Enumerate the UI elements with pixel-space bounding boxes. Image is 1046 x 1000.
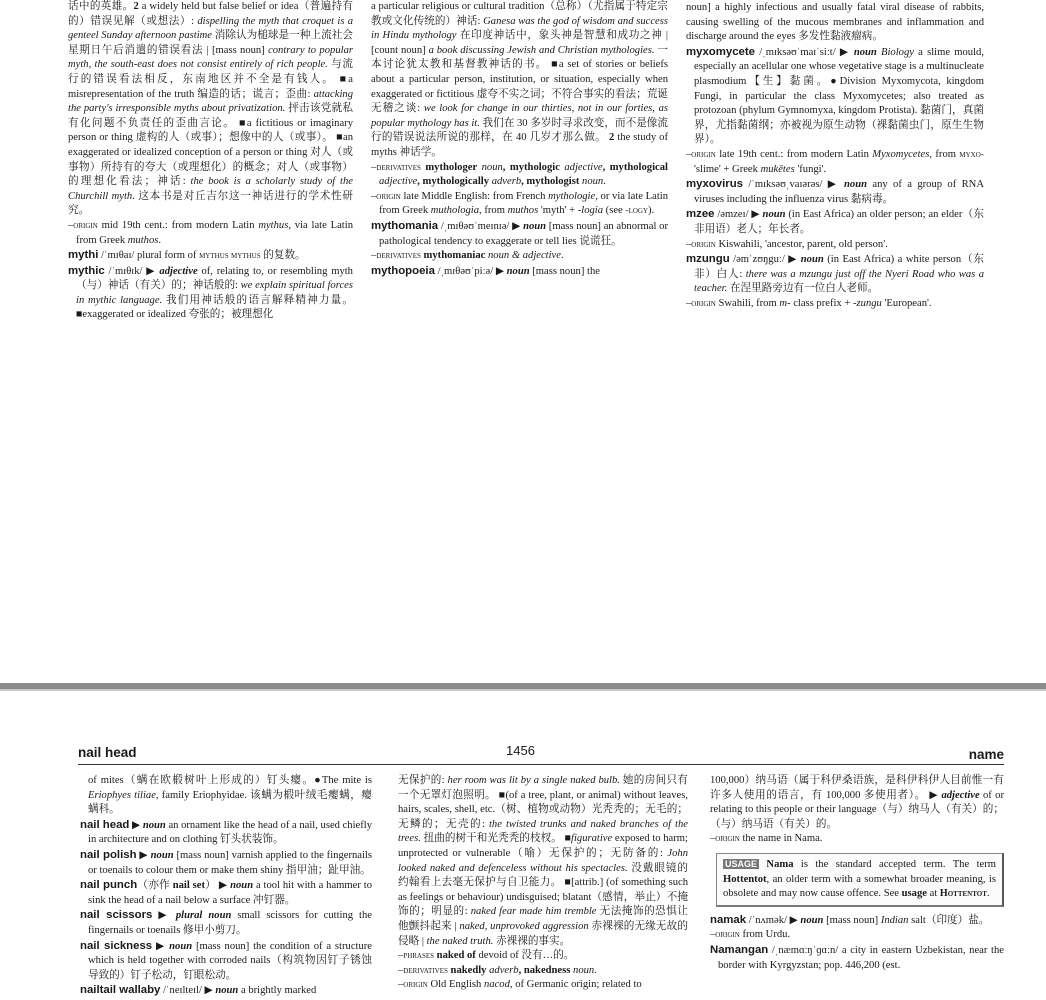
text: [mass noun] <box>823 914 881 926</box>
part-of-speech: ▶ noun <box>136 849 174 861</box>
origin-label: origin <box>715 929 740 941</box>
part-of-speech: ▶ adjective <box>146 265 198 277</box>
headword: mythi <box>68 249 99 262</box>
text: . <box>603 176 606 188</box>
term: Hottentot <box>723 873 767 885</box>
header-rule <box>78 764 1004 765</box>
text: /əmˈzʊŋguː/ <box>729 254 789 266</box>
entry-myxomycete <box>686 45 984 148</box>
text: 消除认为槌球是一种上流社会星期日午后消遣的错误看法 | [mass noun] <box>68 30 353 56</box>
part-of-speech: ▶ noun <box>129 819 166 831</box>
example: dispelling the myth that croquet is a genteel Sunday afternoon pastime <box>68 15 353 42</box>
upper-column-1 <box>68 0 353 323</box>
example: John looked naked and defenceless without his spectacles. <box>398 847 688 874</box>
text: Old English <box>427 979 485 991</box>
upper-column-3 <box>686 0 984 311</box>
entry-myxovirus <box>686 177 984 207</box>
headword: mythomania <box>371 219 439 232</box>
text: 没戴眼镜的约翰看上去毫无保护与自卫能力。 <box>398 862 688 889</box>
part-of-speech: ▶ noun <box>789 914 824 926</box>
text: noun] a highly infectious and usually fatal viral disease of rabbits, causing swelling of the mucous membranes and inflammation and discharge around the eyes 多发性黏液瘤病。 <box>686 2 984 43</box>
text: . <box>986 888 990 900</box>
entry-myxomatosis-continued <box>686 1 984 45</box>
text: a widely held but false belief or idea（普遍持有的）错误见解（或想法）: <box>68 1 353 27</box>
text: class prefix + <box>790 297 854 309</box>
text: 在印度神话中，象头神是智慧和成功之神 | [count noun] <box>371 30 668 56</box>
text: any of a group of RNA viruses including the influenza virus 黏病毒。 <box>694 179 984 205</box>
text: an ornament like the head of a nail, used chiefly in architecture and on clothing 钉头状装饰。 <box>88 819 373 846</box>
upper-column-2 <box>371 0 668 279</box>
part-of-speech: ▶ noun <box>839 46 877 58</box>
text: /ˌmɪθəʊˈpiːə/ <box>434 265 496 277</box>
origin-label: origin <box>691 148 716 160</box>
taxon: Eriophyes tiliae <box>88 789 156 801</box>
derivative: mythologer <box>420 161 478 173</box>
text: 这本书是对丘吉尔这一神话进行的学术性研究。 <box>68 190 353 217</box>
usage-note-box <box>716 853 1004 907</box>
text: a tool hit with a hammer to sink the head of a nail below a surface 冲钉器。 <box>88 880 372 906</box>
text: (in East Africa) an older person; an elder（东非用语）老人；年长者。 <box>694 209 984 235</box>
etymon: -zungu <box>853 297 882 309</box>
origin-line: –origin Kiswahili, 'ancestor, parent, old person'. <box>686 238 888 250</box>
text: salt（印度）盐。 <box>908 914 990 926</box>
text: /ˈnʌmək/ <box>746 914 790 926</box>
text: devoid of 没有…的。 <box>475 950 575 962</box>
text: 扭曲的树干和光秃秃的枝杈。 <box>420 833 562 845</box>
text: late Middle English: from French <box>400 190 549 202</box>
text: the study of myths 神话学。 <box>371 132 669 158</box>
origin-line: –origin late Middle English: from French mythologie, or via late Latin from Greek muthologia, from muthos 'myth' + -logia (see -logy). <box>371 190 669 217</box>
sense-number: 2 <box>606 132 615 144</box>
entry-nail-gall-continued <box>80 774 372 818</box>
text: 与流行的错误看法相反，东南地区并不全是有钱人。 <box>68 59 353 85</box>
part-of-speech: ▶ noun <box>827 179 868 191</box>
cross-ref: -logy <box>625 205 649 217</box>
etymon: muthos <box>507 205 539 217</box>
text: /əmzeɪ/ <box>714 209 752 221</box>
pos: adjective <box>559 161 603 173</box>
example: the naked truth. <box>426 935 494 947</box>
derivative: , nakedness <box>518 964 571 976</box>
text: mid 19th cent.: from modern Latin <box>97 219 259 231</box>
text: /ˌmɪksəʊˈmaɪˈsiːt/ <box>755 46 840 58</box>
origin-label: origin <box>376 190 401 202</box>
entry-nama-continued <box>710 774 1004 832</box>
part-of-speech: ▶ noun <box>152 940 193 952</box>
text: ). <box>648 205 655 217</box>
text: , family Eriophyidae. 该螨为椴叶绒毛瘿螨，瘿螨科。 <box>88 789 372 816</box>
text: small scissors for cutting the fingernails or toenails 修甲小剪刀。 <box>88 910 372 936</box>
part-of-speech: ▶ noun <box>495 265 530 277</box>
headword: myxomycete <box>686 45 756 58</box>
text: 在涅里路旁边有一位白人老师。 <box>727 283 879 295</box>
text: /ˈmɪksəʊˌvaɪərəs/ <box>742 179 828 191</box>
part-of-speech: ▶ noun <box>216 880 254 892</box>
text: 我们用神话般的语言解释精神力量。 <box>162 294 353 306</box>
text: , of Germanic origin; related to <box>509 979 642 991</box>
pos: noun <box>570 964 595 976</box>
entry-mzee <box>686 207 984 237</box>
etymon: mythologie <box>548 190 596 202</box>
origin-line: –origin Swahili, from m- class prefix + -zungu 'European'. <box>686 297 932 309</box>
entry-namak <box>710 913 1004 929</box>
entry-mythi <box>68 248 353 264</box>
lower-column-1 <box>80 774 372 999</box>
text: a slime mould, especially an acellular one whose vegetative stage is a multinucleate plasmodium【生】黏菌。●Division Myxomycota, kingdom Fungi, in particular the class Myxomycetes; also treated as protozoan (phylum Gymnomyxa, kingdom Protista). 黏菌门，真菌界，尤指黏菌纲；亦被视为原生动物（裸黏菌虫门，原生生物界）。 <box>694 46 984 146</box>
example: contrary to popular myth, the south-east does not consist entirely of rich people. <box>68 44 353 71</box>
text: (see <box>603 205 626 217</box>
derivatives-line: –derivatives nakedly adverb, nakedness noun. <box>398 964 597 976</box>
etymon: mythus <box>258 219 289 231</box>
origin-line: –origin from Urdu. <box>710 929 791 941</box>
origin-label: origin <box>715 833 740 845</box>
text: late 19th cent.: from modern Latin <box>715 148 873 160</box>
page-divider-shadow <box>0 689 1046 691</box>
text: 'European'. <box>881 297 932 309</box>
text: ■an exaggerated or idealized conception of a person or thing 对人（或事物）所持有的夸大（或理想化）的概念；对人（或事物）的理想化看法；神话: <box>68 132 353 188</box>
text: the name in Nama. <box>739 833 823 845</box>
etymon: m- <box>779 297 791 309</box>
text: 100,000）纳马语（属于科伊桑语族，是科伊科伊人目前惟一有许多人使用的语言，有 100,000 多使用者）。 <box>710 775 1004 801</box>
headword: nailtail wallaby <box>80 984 161 997</box>
etymon: muthologia <box>430 205 480 217</box>
part-of-speech: ▶ plural noun <box>152 910 232 922</box>
origin-label: origin <box>691 238 716 250</box>
text: 无法掩饰的恐惧让他颤抖起来 | <box>398 906 688 932</box>
text: /ˈmɪθɪk/ <box>104 265 147 277</box>
derivatives-label: derivatives <box>403 964 448 976</box>
origin-label: origin <box>691 297 716 309</box>
usage-label: USAGE <box>725 858 758 869</box>
text: 抨击该党就私有化问题不负责任的歪曲言论。 <box>68 103 353 129</box>
text: ■[attrib.] (of something such as feelings or behaviour) undisguised; blatant（感情，举止）不掩饰的；明显的: <box>398 877 688 918</box>
part-of-speech: ▶ noun <box>204 985 239 997</box>
text: 'slime' + Greek <box>694 163 761 175</box>
text: from Urdu. <box>739 929 791 941</box>
text: a brightly marked <box>238 985 317 997</box>
term: Nama <box>759 858 794 870</box>
text: 一本讨论犹太教和基督教神话的书。 <box>371 44 668 71</box>
example: naked, unprovoked aggression <box>459 920 589 932</box>
text: ■a set of stories or beliefs about a particular person, institution, or situation, especially when exaggerated or fictitious 虚夸不实之词；不符合事实的看法；荒诞无稽之谈: <box>371 59 668 115</box>
part-of-speech: ▶ noun <box>751 209 786 221</box>
example: Ganesa was the god of wisdom and success in Hindu mythology <box>371 15 668 42</box>
headword: Namangan <box>710 943 769 956</box>
derivative: mythomaniac <box>420 250 486 262</box>
part-of-speech: ▶ noun <box>512 220 547 232</box>
pos: adverb <box>486 964 519 976</box>
etymon: muthos <box>127 234 159 246</box>
text: 我们在 30 多岁时寻求改变，而不是像流行的错误说法所说的那样，在 40 几岁才那么做。 <box>371 117 668 144</box>
text: . <box>594 964 597 976</box>
text: [mass noun] an abnormal or pathological tendency to exaggerate or tell lies 说谎狂。 <box>379 220 668 247</box>
entry-mythic <box>68 264 353 323</box>
example: attacking the party's irresponsible myths about privatization. <box>68 88 353 115</box>
text: [mass noun] varnish applied to the fingernails or toenails to colour them or make them shiny 指甲油；趾甲油。 <box>88 849 372 876</box>
register-label: figurative <box>571 833 613 845</box>
text: Swahili, from <box>715 297 780 309</box>
cross-ref: mythus <box>228 250 261 262</box>
text: a city in eastern Uzbekistan, near the border with Kyrgyzstan; pop. 446,200 (est. <box>718 944 1004 971</box>
etymon: -logia <box>577 205 604 217</box>
origin-line: –origin Old English nacod, of Germanic origin; related to <box>398 979 642 991</box>
derivative: nakedly <box>447 964 487 976</box>
entry-mythopoeia <box>371 264 668 280</box>
text: ■(of a tree, plant, or animal) without leaves, hairs, scales, shell, etc.（树、植物或动物）光秃秃的；无毛的；无鳞的；无壳的: <box>398 789 688 830</box>
text: 话中的英雄。 <box>68 1 134 12</box>
running-head-left: nail head <box>78 745 137 760</box>
headword: mzee <box>686 208 715 221</box>
derivatives-line: –derivatives mythologer noun, mythologic adjective, mythological adjective, mythologically adverb, mythologist noun. <box>371 161 668 188</box>
text: ） <box>204 880 217 892</box>
text: 赤裸裸的无缘无故的侵略 | <box>398 920 688 947</box>
cross-ref: mythus <box>199 250 229 262</box>
text: ■a fictitious or imaginary person or thing 虚构的人（或事）；想像中的人（或事）。 <box>68 117 353 144</box>
text: , from <box>929 148 960 160</box>
text: 赤裸裸的事实。 <box>493 935 571 947</box>
text: /ˈmɪθaɪ/ plural form of <box>98 250 200 262</box>
headword: myxovirus <box>686 178 743 191</box>
text: （亦作 <box>137 880 173 892</box>
text: /ˌnæmɑːŋˈɡɑːn/ <box>768 944 842 956</box>
derivatives-label: derivatives <box>376 161 421 173</box>
region-label: Indian <box>880 914 909 926</box>
text: ■a misrepresentation of the truth 编造的话；谎言；歪曲: <box>68 73 354 100</box>
pos: noun & adjective <box>485 250 561 262</box>
origin-line: –origin the name in Nama. <box>710 833 823 845</box>
text: (in East Africa) a white person（东非）白人: <box>694 254 984 280</box>
text: /ˈneɪlteɪl/ <box>160 985 205 997</box>
page-number: 1456 <box>506 743 535 758</box>
headword: nail sickness <box>80 939 153 952</box>
cross-ref: myxo- <box>959 148 984 160</box>
derivatives-label: derivatives <box>376 250 421 262</box>
entry-mythomania <box>371 219 668 249</box>
derivatives-line: –derivatives mythomaniac noun & adjective. <box>371 250 564 262</box>
part-of-speech: ▶ adjective <box>926 789 980 801</box>
entry-nail-sickness <box>80 939 372 984</box>
subject-label: Biology <box>876 46 914 58</box>
text: of mites（螨在欧椴树叶上形成的）钉头瘿。●The mite is <box>88 775 372 786</box>
sense-number: 2 <box>133 1 139 12</box>
entry-nail-head <box>80 818 372 848</box>
headword: mythopoeia <box>371 264 435 277</box>
part-of-speech: ▶ noun <box>788 254 824 266</box>
text: ■exaggerated or idealized 夸张的；被理想化 <box>76 309 274 321</box>
entry-mzungu <box>686 252 984 297</box>
term: usage <box>901 888 927 900</box>
derivative: , mythologist <box>521 176 580 188</box>
example: we explain spiritual forces in mythic language. <box>76 280 353 306</box>
text: , via late Latin from Greek <box>76 219 353 246</box>
text: 她的房间只有一个无罩灯泡照明。 <box>398 775 689 801</box>
headword: mythic <box>68 264 105 277</box>
text: . <box>158 234 162 246</box>
text: , an older term with a somewhat broader meaning, is obsolete and may now cause offence. See <box>723 873 996 900</box>
text: /ˌmɪθəʊˈmeɪnɪə/ <box>438 220 513 232</box>
text: 无保护的: <box>398 775 448 786</box>
text: exposed to harm; unprotected or vulnerable（喻）无保护的；无防备的: <box>398 833 688 859</box>
origin-line: –origin late 19th cent.: from modern Latin Myxomycetes, from myxo- 'slime' + Greek mukētes 'fungi'. <box>686 148 984 175</box>
derivative: , mythologic <box>502 161 560 173</box>
text: ■ <box>561 833 572 845</box>
origin-line: –origin mid 19th cent.: from modern Latin mythus, via late Latin from Greek muthos. <box>68 219 353 246</box>
example: her room was lit by a single naked bulb. <box>447 775 620 786</box>
headword: nail punch <box>80 879 138 892</box>
phrases-label: phrases <box>403 950 435 962</box>
entry-naked-continued <box>398 774 688 949</box>
entry-nail-punch <box>80 878 372 908</box>
text: , from <box>479 205 508 217</box>
pos: adverb <box>489 176 522 188</box>
text: of or relating to this people or their language（与）纳马人（有关）的；（与）纳马语（有关）的。 <box>710 789 1004 830</box>
variant: nail set <box>172 880 205 892</box>
text: a particular religious or cultural tradition（总称）（尤指属于特定宗教或文化传统的）神话: <box>371 1 668 27</box>
text: 'myth' + <box>538 205 578 217</box>
lower-column-2 <box>398 774 688 993</box>
entry-myth-continued <box>68 0 353 219</box>
pos: noun <box>477 161 503 173</box>
example: the book is a scholarly study of the Churchill myth. <box>68 176 353 202</box>
headword: nail head <box>80 818 130 831</box>
entry-nailtail-wallaby <box>80 983 372 999</box>
headword: namak <box>710 913 747 926</box>
example: a book discussing Jewish and Christian mythologies. <box>428 44 655 56</box>
text: [mass noun] the condition of a structure which is held together with corroded nails（构筑物因钉子锈蚀导致的）钉子松动，钉眼松动。 <box>88 940 372 981</box>
headword: mzungu <box>686 253 730 266</box>
cross-ref: Hottentot <box>939 888 987 900</box>
origin-label: origin <box>403 979 428 991</box>
etymon: Myxomycetes <box>872 148 930 160</box>
example: we look for change in our thirties, not in our forties, as popular mythology has it. <box>371 103 669 129</box>
headword: nail scissors <box>80 909 153 922</box>
text: is the standard accepted term. The term <box>793 858 996 870</box>
derivative: , mythological <box>602 161 668 173</box>
entry-nail-scissors <box>80 908 372 938</box>
lower-column-3 <box>710 774 1004 973</box>
example: there was a mzungu just off the Nyeri Road who was a teacher. <box>694 268 984 295</box>
running-head-right: name <box>968 747 1004 762</box>
phrases-line: –phrases naked of devoid of 没有…的。 <box>398 950 575 962</box>
text: 'fungi'. <box>794 163 827 175</box>
entry-nail-polish <box>80 848 372 878</box>
etymon: mukētes <box>760 163 795 175</box>
text: of, relating to, or resembling myth（与）神话（有关）的；神话般的: <box>76 265 353 292</box>
text: , or via late Latin from Greek <box>379 190 669 217</box>
example: naked fear made him tremble <box>470 906 597 918</box>
text: Kiswahili, 'ancestor, parent, old person'. <box>715 238 888 250</box>
example: the twisted trunks and naked branches of the trees. <box>398 818 689 845</box>
headword: nail polish <box>80 848 137 861</box>
derivative: , mythologically <box>417 176 490 188</box>
pos: noun <box>579 176 604 188</box>
text: at <box>926 888 940 900</box>
etymon: nacod <box>484 979 510 991</box>
phrase: naked of <box>434 950 476 962</box>
pos: adjective <box>379 176 418 188</box>
text: [mass noun] the <box>529 265 600 277</box>
text: . <box>560 250 564 262</box>
entry-mythology-continued <box>371 0 668 161</box>
origin-label: origin <box>73 219 98 231</box>
entry-namangan <box>710 943 1004 973</box>
text: 的复数。 <box>260 250 306 262</box>
